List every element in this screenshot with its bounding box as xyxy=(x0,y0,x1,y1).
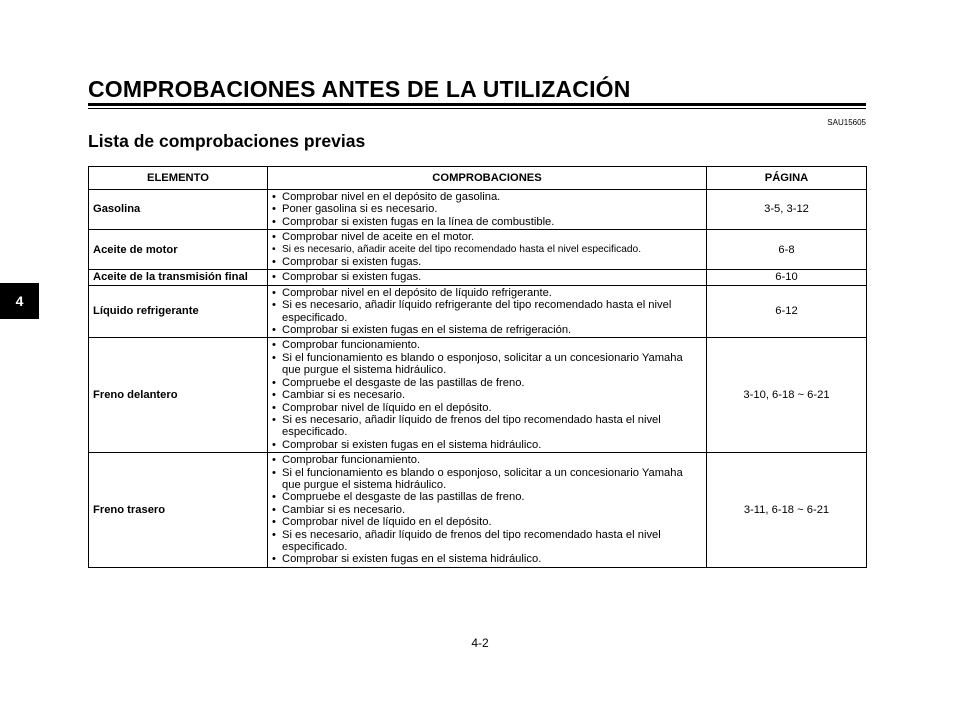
chapter-tab xyxy=(0,283,39,319)
row-checks xyxy=(268,190,707,230)
column-header-checks: COMPROBACIONES xyxy=(268,167,707,190)
row-page: 6-8 xyxy=(707,230,867,270)
check-item: • Comprobar si existen fugas en el sistema de refrigeración. xyxy=(272,324,702,336)
table-row xyxy=(89,270,867,285)
check-item: • Compruebe el desgaste de las pastillas de freno. xyxy=(272,491,702,503)
page-number: 4-2 xyxy=(471,636,489,650)
section-subtitle: Lista de comprobaciones previas xyxy=(88,131,366,151)
check-item: • Comprobar nivel en el depósito de gasolina. xyxy=(272,191,702,203)
table-row xyxy=(89,190,867,230)
row-checks xyxy=(268,285,707,338)
page-title: COMPROBACIONES ANTES DE LA UTILIZACIÓN xyxy=(88,76,631,102)
column-header-item: ELEMENTO xyxy=(89,167,268,190)
row-checks xyxy=(268,338,707,453)
row-checks xyxy=(268,230,707,270)
row-page: 3-11, 6-18 ~ 6-21 xyxy=(707,453,867,568)
checklist-table xyxy=(88,166,867,568)
table-header-row xyxy=(89,167,867,190)
row-item: Aceite de la transmisión final xyxy=(89,270,268,285)
check-item: • Comprobar nivel de aceite en el motor. xyxy=(272,231,702,243)
check-item: • Comprobar nivel de líquido en el depósito. xyxy=(272,516,702,528)
row-page: 3-10, 6-18 ~ 6-21 xyxy=(707,338,867,453)
check-item: • Si es necesario, añadir líquido de frenos del tipo recomendado hasta el nivel especificado. xyxy=(272,414,702,439)
check-item: • Comprobar si existen fugas. xyxy=(272,256,702,268)
check-item: • Si es necesario, añadir líquido de frenos del tipo recomendado hasta el nivel especificado. xyxy=(272,529,702,554)
check-item: • Compruebe el desgaste de las pastillas de freno. xyxy=(272,377,702,389)
check-item: • Comprobar funcionamiento. xyxy=(272,454,702,466)
document-code: SAU15605 xyxy=(827,118,866,127)
check-item: • Comprobar si existen fugas en la línea de combustible. xyxy=(272,216,702,228)
check-item: • Comprobar si existen fugas. xyxy=(272,271,702,283)
title-rule-thin xyxy=(88,108,866,109)
table-row xyxy=(89,285,867,338)
row-item: Freno trasero xyxy=(89,453,268,568)
row-item: Freno delantero xyxy=(89,338,268,453)
row-item: Gasolina xyxy=(89,190,268,230)
row-item: Aceite de motor xyxy=(89,230,268,270)
check-item: • Si el funcionamiento es blando o esponjoso, solicitar a un concesionario Yamaha que purgue el sistema hidráulico. xyxy=(272,352,702,377)
row-item: Líquido refrigerante xyxy=(89,285,268,338)
title-rule-thick xyxy=(88,103,866,106)
check-item: • Poner gasolina si es necesario. xyxy=(272,203,702,215)
check-item: • Cambiar si es necesario. xyxy=(272,504,702,516)
row-checks xyxy=(268,453,707,568)
table-row xyxy=(89,230,867,270)
check-item: • Cambiar si es necesario. xyxy=(272,389,702,401)
check-item: • Comprobar si existen fugas en el sistema hidráulico. xyxy=(272,553,702,565)
check-item: • Si es necesario, añadir aceite del tipo recomendado hasta el nivel especificado. xyxy=(272,244,702,256)
chapter-tab-label: 4 xyxy=(15,293,24,309)
column-header-page: PÁGINA xyxy=(707,167,867,190)
check-item: • Si es necesario, añadir líquido refrigerante del tipo recomendado hasta el nivel especificado. xyxy=(272,299,702,324)
table-row xyxy=(89,453,867,568)
row-page: 6-12 xyxy=(707,285,867,338)
table-row xyxy=(89,338,867,453)
check-item: • Comprobar nivel en el depósito de líquido refrigerante. xyxy=(272,287,702,299)
check-item: • Si el funcionamiento es blando o esponjoso, solicitar a un concesionario Yamaha que purgue el sistema hidráulico. xyxy=(272,467,702,492)
check-item: • Comprobar si existen fugas en el sistema hidráulico. xyxy=(272,439,702,451)
check-item: • Comprobar nivel de líquido en el depósito. xyxy=(272,402,702,414)
row-page: 6-10 xyxy=(707,270,867,285)
row-page: 3-5, 3-12 xyxy=(707,190,867,230)
row-checks xyxy=(268,270,707,285)
check-item: • Comprobar funcionamiento. xyxy=(272,339,702,351)
